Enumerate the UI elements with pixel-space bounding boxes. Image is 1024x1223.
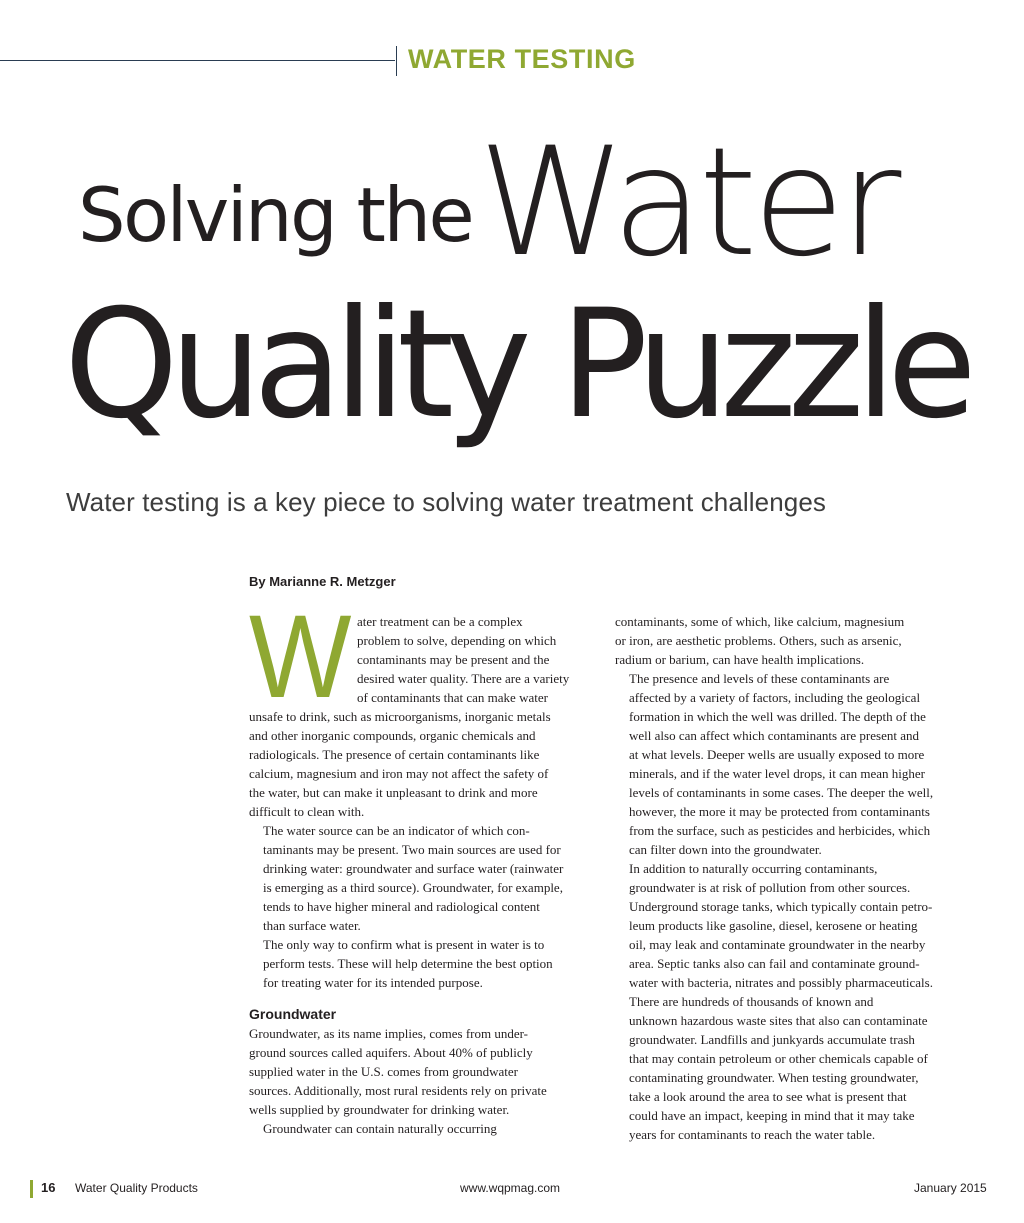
text-line: than surface water. <box>263 918 361 933</box>
text-line: from the surface, such as pesticides and herbicides, which <box>629 823 931 838</box>
text-line: that may contain petroleum or other chemicals capable of <box>629 1051 928 1066</box>
text-line: oil, may leak and contaminate groundwater in the nearby <box>629 937 926 952</box>
paragraph <box>249 1119 597 1138</box>
text-line: contaminating groundwater. When testing groundwater, <box>629 1070 919 1085</box>
text-line: can filter down into the groundwater. <box>629 842 822 857</box>
text-line: Underground storage tanks, which typically contain petro- <box>629 899 933 914</box>
text-line: however, the more it may be protected from contaminants <box>629 804 930 819</box>
text-line: Groundwater can contain naturally occurring <box>263 1121 497 1136</box>
text-line: contaminants may be present and the <box>357 652 550 667</box>
intro-paragraph <box>249 591 597 821</box>
header-divider <box>396 46 397 76</box>
text-line: contaminants, some of which, like calcium, magnesium <box>615 614 905 629</box>
paragraph <box>249 1024 597 1119</box>
text-line: could have an impact, keeping in mind that it may take <box>629 1108 915 1123</box>
text-line: The presence and levels of these contaminants are <box>629 671 890 686</box>
text-line: drinking water: groundwater and surface water (rainwater <box>263 861 564 876</box>
text-line: affected by a variety of factors, including the geological <box>629 690 921 705</box>
text-line: radium or barium, can have health implications. <box>615 652 865 667</box>
deck-subtitle: Water testing is a key piece to solving water treatment challenges <box>66 487 827 517</box>
text-line: well also can affect which contaminants are present and <box>629 728 919 743</box>
text-line: Groundwater, as its name implies, comes from under- <box>249 1026 529 1041</box>
publication-name: Water Quality Products <box>75 1181 198 1195</box>
title-line1-large: Water <box>478 116 897 290</box>
text-line: ground sources called aquifers. About 40% of publicly <box>249 1045 533 1060</box>
text-line: There are hundreds of thousands of known and <box>629 994 874 1009</box>
page-number: 16 <box>41 1180 56 1195</box>
text-line: wells supplied by groundwater for drinking water. <box>249 1102 510 1117</box>
text-line: sources. Additionally, most rural residents rely on private <box>249 1083 547 1098</box>
paragraph <box>615 612 960 669</box>
text-line: ater treatment can be a complex <box>357 614 523 629</box>
text-line: leum products like gasoline, diesel, kerosene or heating <box>629 918 918 933</box>
text-line: unknown hazardous waste sites that also can contaminate <box>629 1013 928 1028</box>
subhead-groundwater: Groundwater <box>249 1006 337 1022</box>
text-line: take a look around the area to see what is present that <box>629 1089 907 1104</box>
text-line: problem to solve, depending on which <box>357 633 557 648</box>
paragraph <box>615 859 960 992</box>
website-url: www.wqpmag.com <box>460 1181 561 1195</box>
text-line: unsafe to drink, such as microorganisms, inorganic metals <box>249 709 551 724</box>
issue-date: January 2015 <box>914 1181 987 1195</box>
text-line: tends to have higher mineral and radiological content <box>263 899 540 914</box>
text-line: formation in which the well was drilled. The depth of the <box>629 709 926 724</box>
title-line2: Quality Puzzle <box>64 278 969 452</box>
text-line: taminants may be present. Two main sources are used for <box>263 842 561 857</box>
text-line: The water source can be an indicator of which con- <box>263 823 530 838</box>
text-line: levels of contaminants in some cases. The deeper the well, <box>629 785 934 800</box>
text-line: years for contaminants to reach the water table. <box>629 1127 876 1142</box>
text-line: for treating water for its intended purpose. <box>263 975 483 990</box>
text-line: difficult to clean with. <box>249 804 365 819</box>
text-line: water with bacteria, nitrates and possibly pharmaceuticals. <box>629 975 933 990</box>
title-line1-small: Solving the <box>78 171 473 259</box>
text-line: groundwater. Landfills and junkyards accumulate trash <box>629 1032 915 1047</box>
paragraph <box>615 669 960 859</box>
text-line: calcium, magnesium and iron may not affect the safety of <box>249 766 549 781</box>
paragraph <box>249 821 597 935</box>
paragraph <box>615 992 960 1144</box>
article-column-left <box>249 591 597 1138</box>
byline: By Marianne R. Metzger <box>249 574 396 589</box>
text-line: the water, but can make it unpleasant to drink and more <box>249 785 538 800</box>
text-line: at what levels. Deeper wells are usually exposed to more <box>629 747 925 762</box>
text-line: is emerging as a third source). Groundwater, for example, <box>263 880 563 895</box>
text-line: area. Septic tanks also can fail and contaminate ground- <box>629 956 920 971</box>
paragraph <box>249 935 597 992</box>
article-column-right <box>615 612 960 1144</box>
text-line: and other inorganic compounds, organic chemicals and <box>249 728 536 743</box>
text-line: radiologicals. The presence of certain contaminants like <box>249 747 540 762</box>
footer-accent-bar <box>30 1180 33 1198</box>
text-line: In addition to naturally occurring contaminants, <box>629 861 878 876</box>
drop-cap: W <box>249 591 346 723</box>
text-line: minerals, and if the water level drops, it can mean higher <box>629 766 926 781</box>
text-line: of contaminants that can make water <box>357 690 548 705</box>
text-line: groundwater is at risk of pollution from other sources. <box>629 880 911 895</box>
section-label: WATER TESTING <box>408 44 636 74</box>
text-line: perform tests. These will help determine the best option <box>263 956 553 971</box>
header-rule <box>0 60 395 61</box>
text-line: The only way to confirm what is present in water is to <box>263 937 545 952</box>
text-line: desired water quality. There are a variety <box>357 671 570 686</box>
text-line: supplied water in the U.S. comes from groundwater <box>249 1064 518 1079</box>
text-line: or iron, are aesthetic problems. Others, such as arsenic, <box>615 633 902 648</box>
